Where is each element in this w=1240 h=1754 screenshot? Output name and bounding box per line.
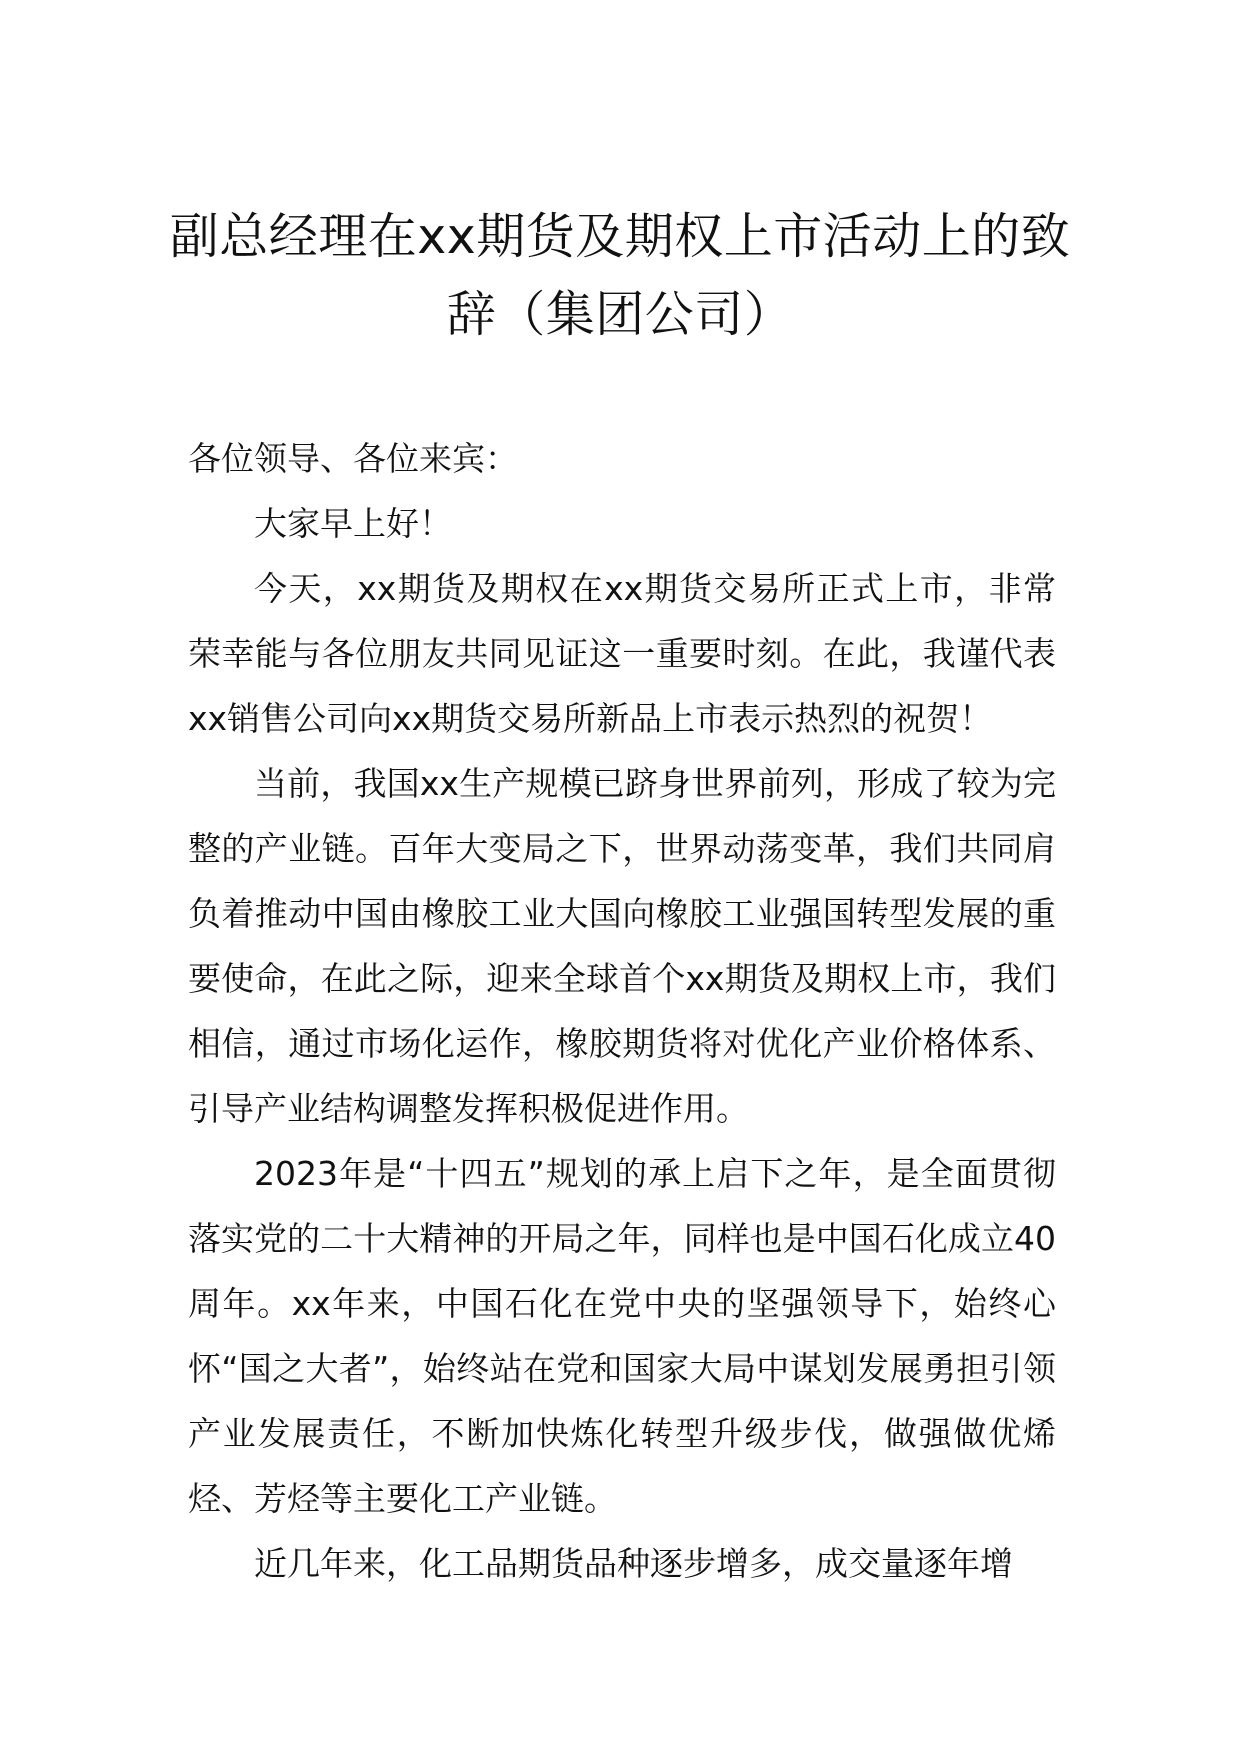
- paragraph-anniversary: 2023年是“十四五”规划的承上启下之年，是全面贯彻落实党的二十大精神的开局之年，同样也是中国石化成立40周年。xx年来，中国石化在党中央的坚强领导下，始终心怀“国之大者”，始终站在党和国家大局中谋划发展勇担引领产业发展责任，不断加快炼化转型升级步伐，做强做优烯烃、芳烃等主要化工产业链。: [188, 1154, 1056, 1518]
- document-title: 副总经理在xx期货及期权上市活动上的致辞（集团公司）: [169, 208, 1071, 343]
- paragraph-greeting: 大家早上好！: [254, 504, 452, 543]
- paragraph-industry: 当前，我国xx生产规模已跻身世界前列，形成了较为完整的产业链。百年大变局之下，世界动荡变革，我们共同肩负着推动中国由橡胶工业大国向橡胶工业强国转型发展的重要使命，在此之际，迎来全球首个xx期货及期权上市，我们相信，通过市场化运作，橡胶期货将对优化产业价格体系、引导产业结构调整发挥积极促进作用。: [188, 764, 1056, 1128]
- paragraph-recent-years: 近几年来，化工品期货品种逐步增多，成交量逐年增: [254, 1544, 1013, 1583]
- paragraph-congratulation: 今天，xx期货及期权在xx期货交易所正式上市，非常荣幸能与各位朋友共同见证这一重要时刻。在此，我谨代表xx销售公司向xx期货交易所新品上市表示热烈的祝贺！: [188, 569, 1056, 738]
- salutation: 各位领导、各位来宾：: [188, 439, 518, 478]
- document-body: [188, 426, 1056, 1596]
